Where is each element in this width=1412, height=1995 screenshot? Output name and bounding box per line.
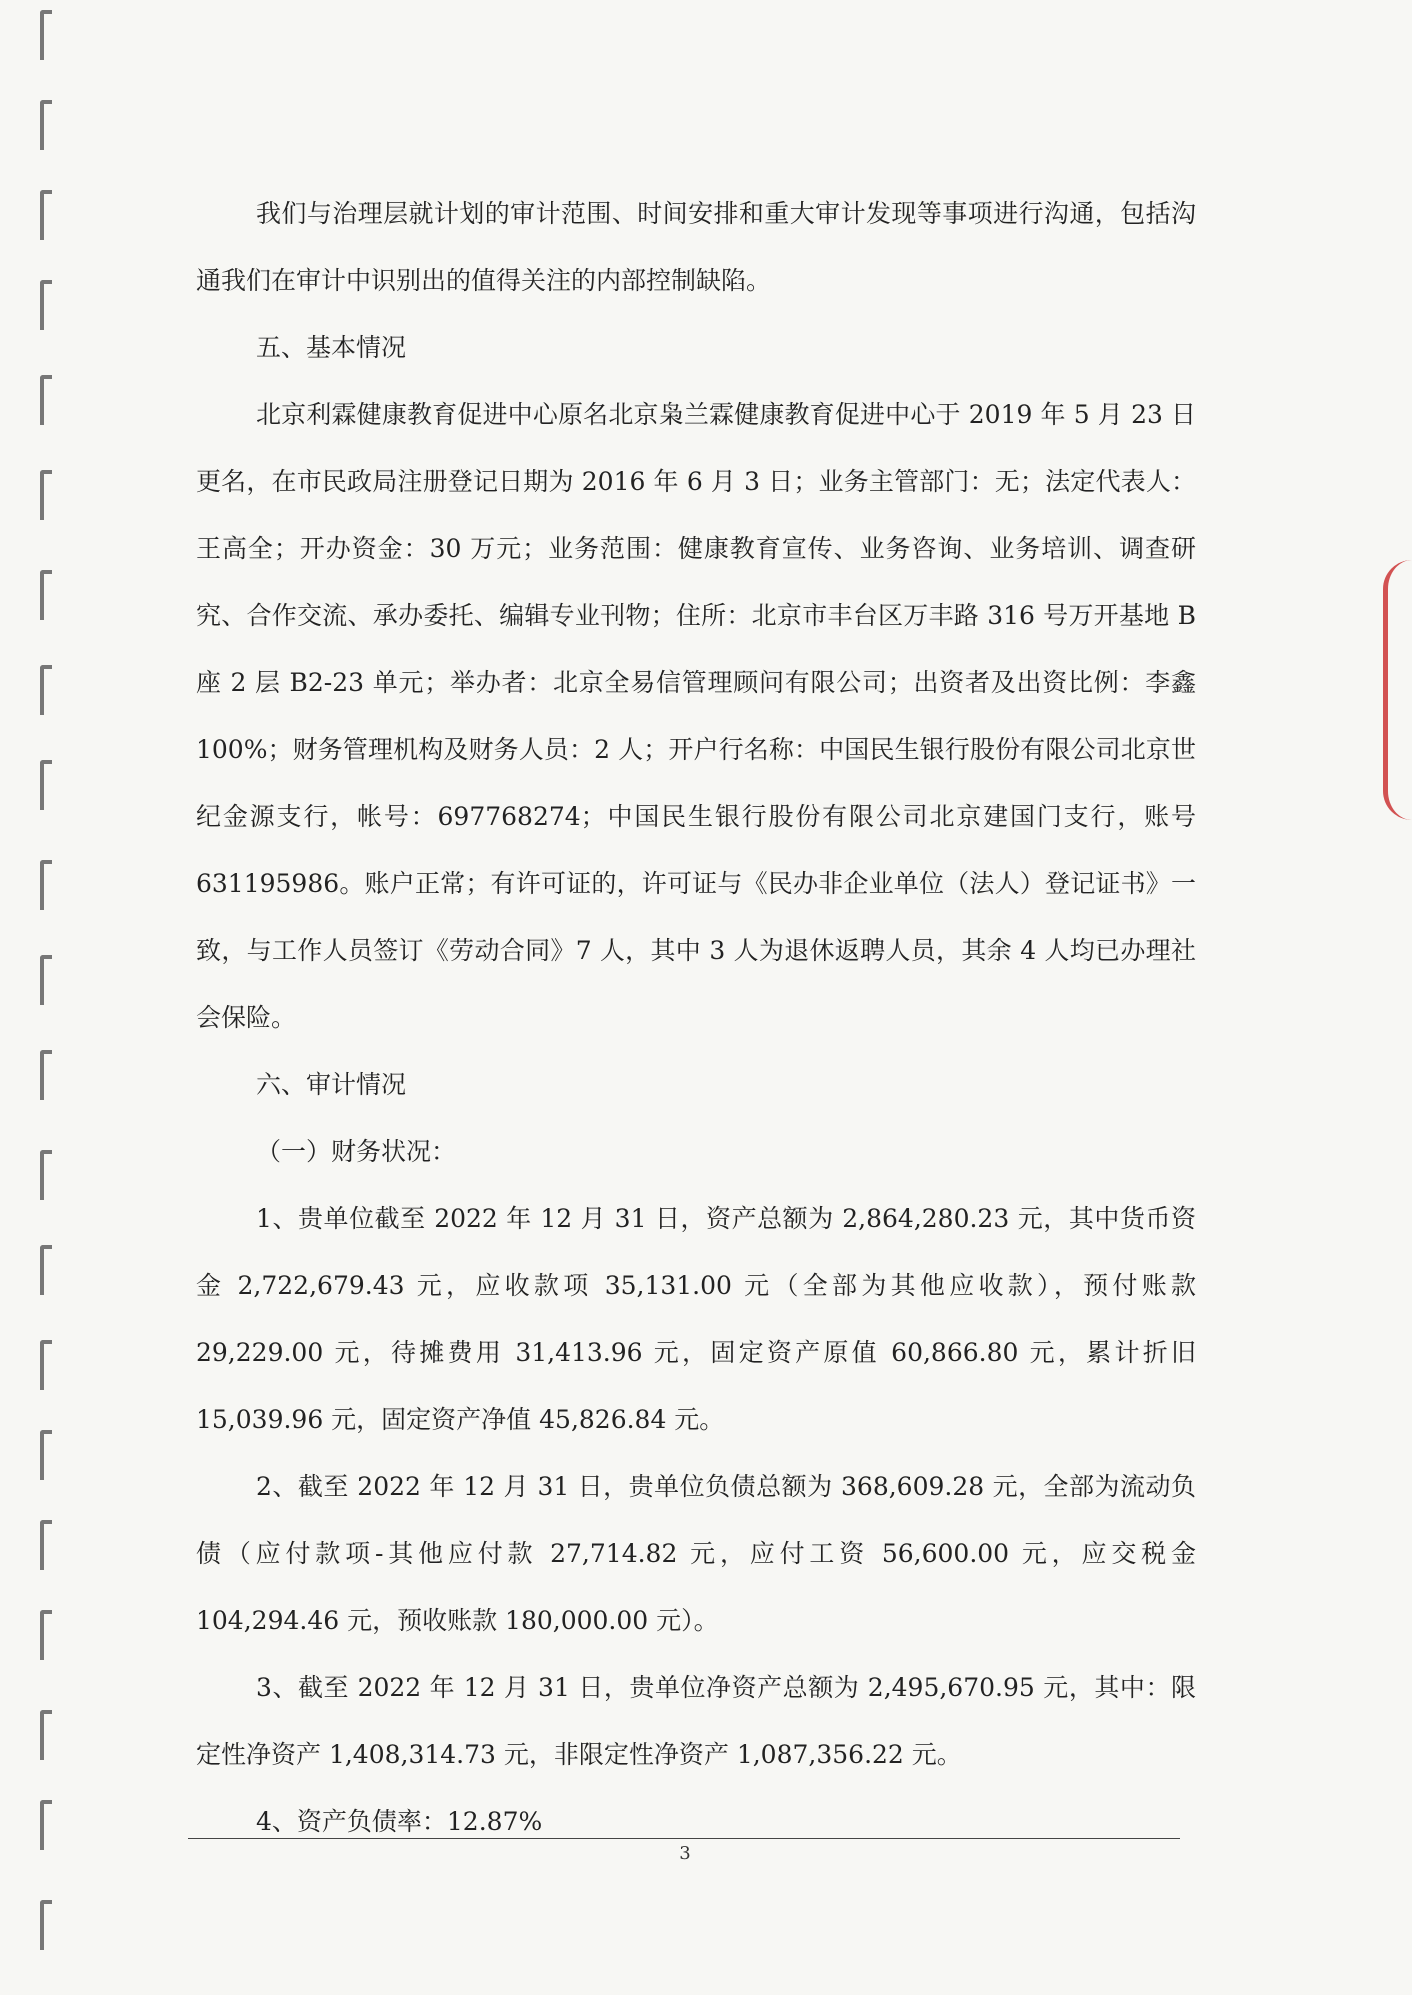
paragraph-governance: 我们与治理层就计划的审计范围、时间安排和重大审计发现等事项进行沟通，包括沟通我们在审计中识别出的值得关注的内部控制缺陷。	[196, 199, 1196, 295]
section-heading-audit: 六、审计情况	[256, 1070, 407, 1099]
binding-hole	[40, 860, 52, 910]
subheading-financial-status: （一）财务状况：	[256, 1137, 457, 1166]
binding-hole	[40, 1710, 52, 1760]
binding-hole	[40, 375, 52, 425]
binding-hole	[40, 1520, 52, 1570]
binding-hole	[40, 100, 52, 150]
seal-stamp-edge	[1383, 560, 1412, 820]
footer-divider	[188, 1838, 1180, 1839]
binding-hole	[40, 1610, 52, 1660]
paragraph-assets: 1、贵单位截至 2022 年 12 月 31 日，资产总额为 2,864,280.23 元，其中货币资金 2,722,679.43 元，应收款项 35,131.00 元（全部为其他应收款），预付账款 29,229.00 元，待摊费用 31,413.96 元，固定资产原值 60,866.80 元，累计折旧 15,039.96 元，固定资产净值 45,826.84 元。	[196, 1204, 1196, 1434]
binding-hole	[40, 1800, 52, 1850]
binding-hole	[40, 1430, 52, 1480]
binding-hole	[40, 1050, 52, 1100]
paragraph-liabilities: 2、截至 2022 年 12 月 31 日，贵单位负债总额为 368,609.28 元，全部为流动负债（应付款项-其他应付款 27,714.82 元，应付工资 56,600.00 元，应交税金 104,294.46 元，预收账款 180,000.00 元）。	[196, 1472, 1196, 1635]
binding-hole	[40, 280, 52, 330]
binding-hole	[40, 1340, 52, 1390]
binding-hole	[40, 955, 52, 1005]
binding-hole	[40, 1150, 52, 1200]
binding-hole	[40, 665, 52, 715]
binding-hole	[40, 10, 52, 60]
binding-hole	[40, 760, 52, 810]
document-body	[196, 180, 1196, 1855]
page-number: 3	[679, 1843, 691, 1864]
paragraph-basic-info: 北京利霖健康教育促进中心原名北京枭兰霖健康教育促进中心于 2019 年 5 月 23 日更名，在市民政局注册登记日期为 2016 年 6 月 3 日；业务主管部门：无；法定代表人：王高全；开办资金：30 万元；业务范围：健康教育宣传、业务咨询、业务培训、调查研究、合作交流、承办委托、编辑专业刊物；住所：北京市丰台区万丰路 316 号万开基地 B 座 2 层 B2-23 单元；举办者：北京全易信管理顾问有限公司；出资者及出资比例：李鑫 100%；财务管理机构及财务人员：2 人；开户行名称：中国民生银行股份有限公司北京世纪金源支行，帐号：697768274；中国民生银行股份有限公司北京建国门支行，账号 631195986。账户正常；有许可证的，许可证与《民办非企业单位（法人）登记证书》一致，与工作人员签订《劳动合同》7 人，其中 3 人为退休返聘人员，其余 4 人均已办理社会保险。	[196, 400, 1196, 1032]
binding-hole	[40, 190, 52, 240]
binding-hole	[40, 1245, 52, 1295]
binding-hole	[40, 1900, 52, 1950]
section-heading-basic-info: 五、基本情况	[256, 333, 407, 362]
binding-hole	[40, 570, 52, 620]
binding-hole	[40, 470, 52, 520]
binding-holes	[28, 0, 68, 1995]
paragraph-net-assets: 3、截至 2022 年 12 月 31 日，贵单位净资产总额为 2,495,670.95 元，其中：限定性净资产 1,408,314.73 元，非限定性净资产 1,087,356.22 元。	[196, 1673, 1196, 1769]
paragraph-debt-ratio: 4、资产负债率：12.87%	[256, 1807, 543, 1836]
